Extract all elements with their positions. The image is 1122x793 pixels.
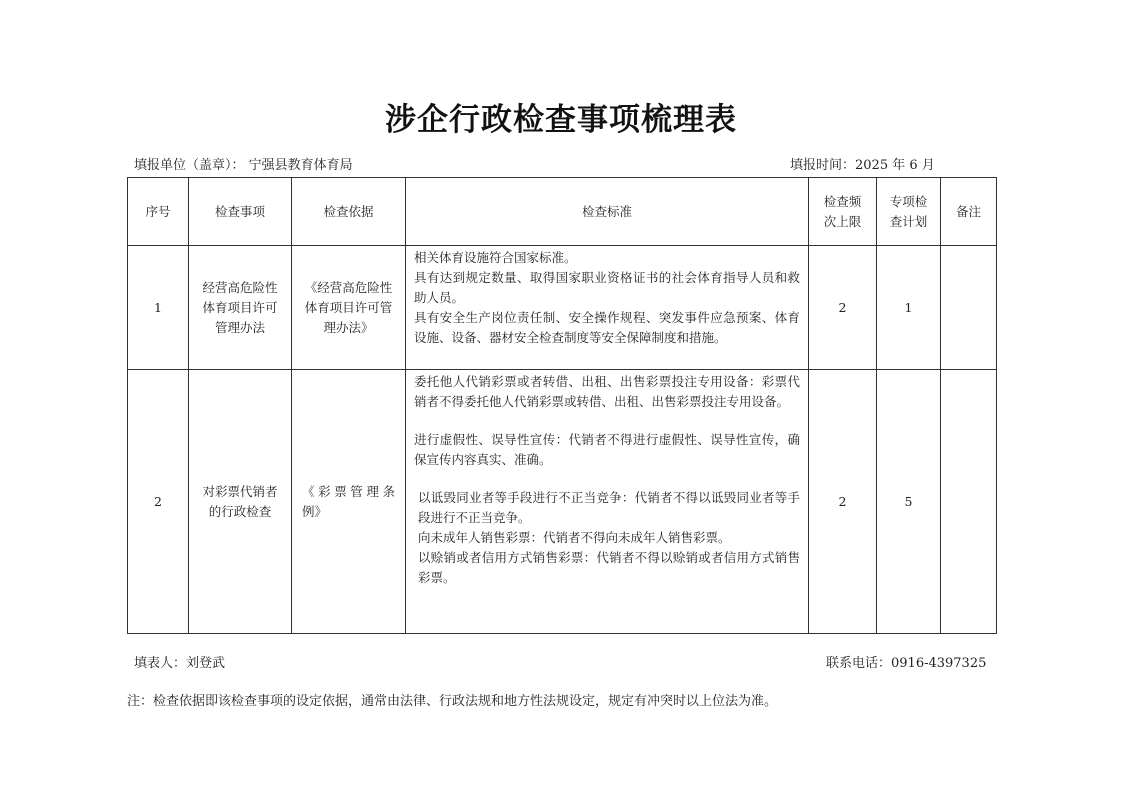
standard-line: 以诋毁同业者等手段进行不正当竞争：代销者不得以诋毁同业者等手段进行不正当竞争。 (418, 490, 800, 525)
standard-line: 向未成年人销售彩票：代销者不得向未成年人销售彩票。 (418, 530, 731, 545)
header-frequency-line1: 检查频 (823, 193, 862, 209)
header-standard: 检查标准 (406, 178, 809, 246)
standard-line: 具有达到规定数量、取得国家职业资格证书的社会体育指导人员和救助人员。 (414, 270, 800, 305)
inspection-table (127, 177, 997, 634)
header-seq: 序号 (128, 178, 189, 246)
header-frequency-line2: 次上限 (823, 213, 862, 229)
row-standard (406, 370, 809, 634)
page-title: 涉企行政检查事项梳理表 (385, 102, 737, 138)
standard-line: 进行虚假性、误导性宣传：代销者不得进行虚假性、误导性宣传，确保宣传内容真实、准确。 (414, 432, 800, 467)
header-frequency (809, 178, 877, 246)
filler: 填表人：刘登武 (134, 656, 226, 671)
table-header-row (128, 178, 997, 246)
fill-unit: 填报单位（盖章）： 宁强县教育体育局 (134, 158, 353, 173)
row-remark (941, 370, 997, 634)
row-item: 对彩票代销者的行政检查 (189, 370, 292, 634)
contact-phone: 联系电话：0916-4397325 (826, 656, 987, 671)
standard-line: 以赊销或者信用方式销售彩票：代销者不得以赊销或者信用方式销售彩票。 (418, 550, 800, 585)
row-plan: 1 (877, 246, 941, 370)
row-remark (941, 246, 997, 370)
row-seq: 1 (128, 246, 189, 370)
row-frequency: 2 (809, 370, 877, 634)
standard-line: 委托他人代销彩票或者转借、出租、出售彩票投注专用设备：彩票代销者不得委托他人代销彩票或转借、出租、出售彩票投注专用设备。 (414, 374, 800, 409)
table-row (128, 370, 997, 634)
header-plan-line2: 查计划 (889, 213, 928, 229)
header-plan-line1: 专项检 (889, 193, 928, 209)
header-basis: 检查依据 (292, 178, 406, 246)
header-remark: 备注 (941, 178, 997, 246)
standard-line: 相关体育设施符合国家标准。 (414, 250, 577, 265)
header-plan (877, 178, 941, 246)
standard-line: 具有安全生产岗位责任制、安全操作规程、突发事件应急预案、体育设施、设备、器材安全检查制度等安全保障制度和措施。 (414, 310, 800, 345)
row-standard (406, 246, 809, 370)
header-item: 检查事项 (189, 178, 292, 246)
row-basis: 《彩票管理条例》 (292, 370, 406, 634)
row-seq: 2 (128, 370, 189, 634)
fill-time: 填报时间：2025 年 6 月 (790, 158, 935, 173)
row-item: 经营高危险性体育项目许可管理办法 (189, 246, 292, 370)
row-basis: 《经营高危险性体育项目许可管理办法》 (292, 246, 406, 370)
table-row (128, 246, 997, 370)
row-frequency: 2 (809, 246, 877, 370)
row-plan: 5 (877, 370, 941, 634)
footnote: 注：检查依据即该检查事项的设定依据，通常由法律、行政法规和地方性法规设定，规定有冲突时以上位法为准。 (127, 694, 778, 709)
